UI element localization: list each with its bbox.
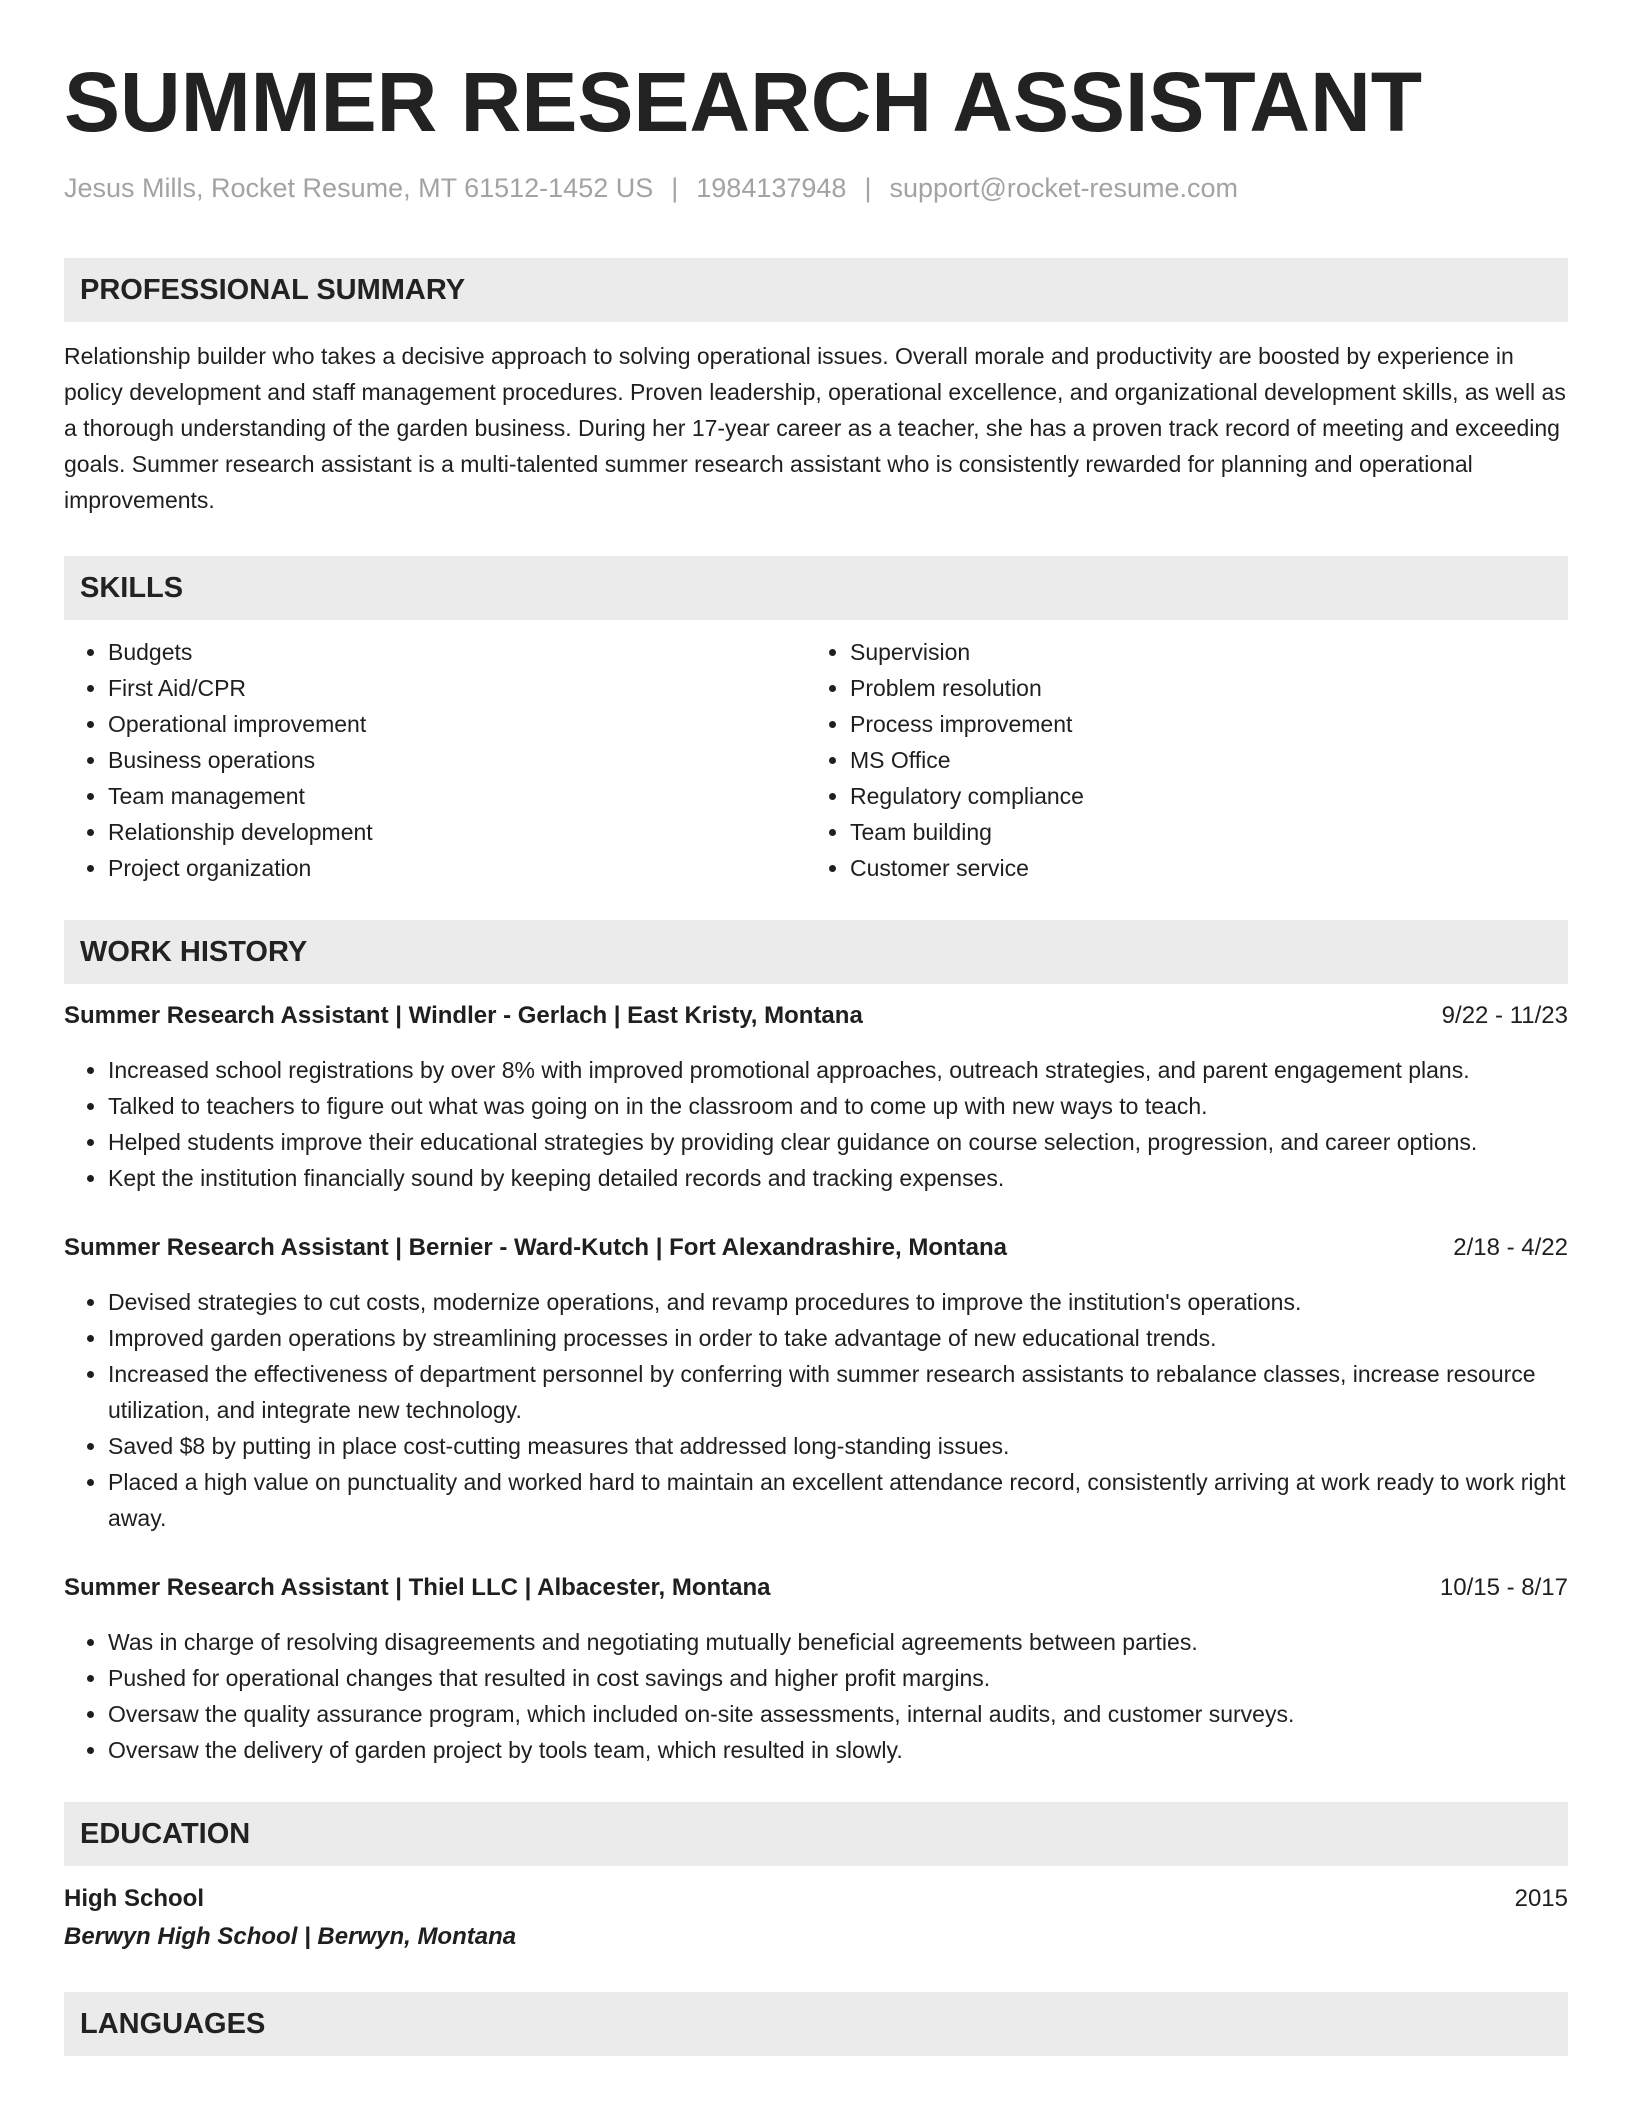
job-bullet: • Devised strategies to cut costs, modernize operations, and revamp procedures to improve the institution's operations.: [108, 1284, 1568, 1320]
job-bullets: [64, 1624, 1568, 1768]
skill-item: • Supervision: [850, 634, 1566, 670]
job-dates: 10/15 - 8/17: [1439, 1574, 1568, 1601]
skill-item: • Operational improvement: [108, 706, 806, 742]
skill-item: • Business operations: [108, 742, 806, 778]
job-bullet: • Pushed for operational changes that resulted in cost savings and higher profit margins.: [108, 1660, 1568, 1696]
contact-email: support@rocket-resume.com: [889, 173, 1238, 203]
job-bullets: [64, 1284, 1568, 1536]
skills-list: [64, 634, 1568, 886]
section-header-education: EDUCATION: [64, 1802, 1568, 1866]
job-dates: 2/18 - 4/22: [1453, 1234, 1568, 1261]
job-bullet: • Oversaw the quality assurance program, which included on-site assessments, internal audits, and customer surveys.: [108, 1696, 1568, 1732]
job-entry: [64, 1570, 1568, 1768]
job-bullet: • Increased the effectiveness of department personnel by conferring with summer research assistants to rebalance classes, increase resource utilization, and integrate new technology.: [108, 1356, 1568, 1428]
job-bullets: [64, 1052, 1568, 1196]
summary-text: Relationship builder who takes a decisive approach to solving operational issues. Overall morale and productivity are boosted by experience in policy development and staff management procedures. Proven leadership, operational excellence, and organizational development skills, as well as a thorough understanding of the garden business. During her 17-year career as a teacher, she has a proven track record of meeting and exceeding goals. Summer research assistant is a multi-talented summer research assistant who is consistently rewarded for planning and operational improvements.: [64, 343, 1566, 513]
job-bullet: • Improved garden operations by streamlining processes in order to take advantage of new educational trends.: [108, 1320, 1568, 1356]
skill-item: • Problem resolution: [850, 670, 1566, 706]
contact-separator: |: [671, 173, 679, 203]
section-header-work-history: WORK HISTORY: [64, 920, 1568, 984]
section-header-summary: PROFESSIONAL SUMMARY: [64, 258, 1568, 322]
job-bullet: • Talked to teachers to figure out what was going on in the classroom and to come up with new ways to teach.: [108, 1088, 1568, 1124]
job-title: Summer Research Assistant | Bernier - Ward-Kutch | Fort Alexandrashire, Montana: [64, 1234, 1007, 1261]
skill-item: • Customer service: [850, 850, 1566, 886]
skill-item: • Team building: [850, 814, 1566, 850]
contact-separator: |: [864, 173, 872, 203]
skill-item: • Team management: [108, 778, 806, 814]
job-bullet: • Saved $8 by putting in place cost-cutting measures that addressed long-standing issues.: [108, 1428, 1568, 1464]
job-bullet: • Increased school registrations by over 8% with improved promotional approaches, outreach strategies, and parent engagement plans.: [108, 1052, 1568, 1088]
section-header-languages: LANGUAGES: [64, 1992, 1568, 2056]
resume-title: SUMMER RESEARCH ASSISTANT: [64, 55, 1423, 149]
skills-column-left: [64, 634, 806, 886]
skills-column-right: [806, 634, 1566, 886]
education-header: [64, 1880, 1568, 1918]
contact-phone: 1984137948: [696, 173, 847, 203]
section-header-skills: SKILLS: [64, 556, 1568, 620]
education-degree: High School: [64, 1885, 204, 1912]
education-year: 2015: [1514, 1885, 1568, 1912]
job-bullet: • Kept the institution financially sound by keeping detailed records and tracking expenses.: [108, 1160, 1568, 1196]
job-bullet: • Was in charge of resolving disagreements and negotiating mutually beneficial agreements between parties.: [108, 1624, 1568, 1660]
skill-item: • Project organization: [108, 850, 806, 886]
skill-item: • Regulatory compliance: [850, 778, 1566, 814]
job-title: Summer Research Assistant | Windler - Gerlach | East Kristy, Montana: [64, 1002, 863, 1029]
job-bullet: • Oversaw the delivery of garden project by tools team, which resulted in slowly.: [108, 1732, 1568, 1768]
contact-address: Jesus Mills, Rocket Resume, MT 61512-1452 US: [64, 173, 654, 203]
job-bullet: • Placed a high value on punctuality and worked hard to maintain an excellent attendance record, consistently arriving at work ready to work right away.: [108, 1464, 1568, 1536]
contact-line: [64, 170, 1568, 206]
job-bullet: • Helped students improve their educational strategies by providing clear guidance on course selection, progression, and career options.: [108, 1124, 1568, 1160]
skill-item: • Budgets: [108, 634, 806, 670]
skill-item: • First Aid/CPR: [108, 670, 806, 706]
skill-item: • Relationship development: [108, 814, 806, 850]
job-header: [64, 998, 1568, 1034]
job-dates: 9/22 - 11/23: [1441, 1002, 1568, 1029]
job-entry: [64, 998, 1568, 1196]
job-header: [64, 1230, 1568, 1266]
job-entry: [64, 1230, 1568, 1536]
education-school: Berwyn High School | Berwyn, Montana: [64, 1923, 517, 1950]
skill-item: • Process improvement: [850, 706, 1566, 742]
skill-item: • MS Office: [850, 742, 1566, 778]
job-header: [64, 1570, 1568, 1606]
job-title: Summer Research Assistant | Thiel LLC | Albacester, Montana: [64, 1574, 771, 1601]
